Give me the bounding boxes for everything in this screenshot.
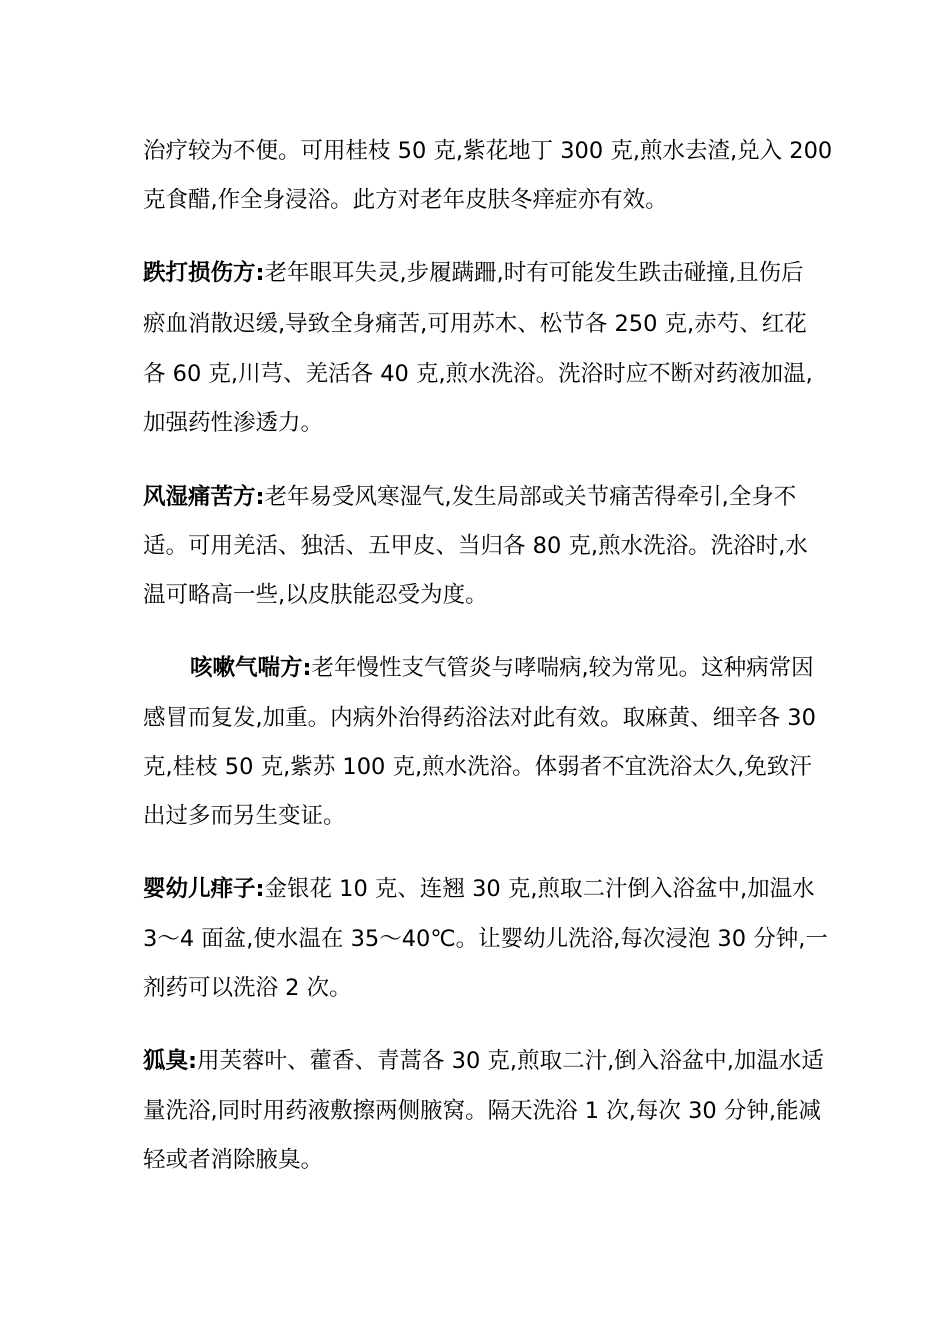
line-text: 加强药性渗透力。 bbox=[143, 410, 324, 436]
line-text: 3～4 面盆,使水温在 35～40℃。让婴幼儿洗浴,每次浸泡 30 分钟,一 bbox=[143, 926, 828, 952]
line-text: 克食醋,作全身浸浴。此方对老年皮肤冬痒症亦有效。 bbox=[143, 187, 668, 213]
paragraph-line bbox=[143, 1046, 824, 1076]
line-text: 出过多而另生变证。 bbox=[143, 803, 346, 829]
paragraph-line bbox=[143, 924, 828, 954]
line-text: 剂药可以洗浴 2 次。 bbox=[143, 975, 352, 1001]
paragraph-line bbox=[143, 408, 323, 438]
paragraph-line bbox=[143, 359, 813, 389]
line-text: 各 60 克,川芎、羌活各 40 克,煎水洗浴。洗浴时应不断对药液加温, bbox=[143, 361, 813, 387]
paragraph-line bbox=[143, 1096, 821, 1126]
paragraph-line bbox=[143, 482, 796, 512]
remedy-heading: 跌打损伤方: bbox=[143, 260, 265, 286]
line-text: 用芙蓉叶、藿香、青蒿各 30 克,煎取二汁,倒入浴盆中,加温水适 bbox=[197, 1048, 824, 1074]
line-text: 适。可用羌活、独活、五甲皮、当归各 80 克,煎水洗浴。洗浴时,水 bbox=[143, 533, 808, 559]
line-text: 金银花 10 克、连翘 30 克,煎取二汁倒入浴盆中,加温水 bbox=[264, 876, 815, 902]
paragraph-line bbox=[143, 973, 352, 1003]
paragraph-line bbox=[190, 653, 814, 683]
remedy-heading: 咳嗽气喘方: bbox=[190, 655, 312, 681]
paragraph-line bbox=[143, 703, 816, 733]
line-text: 轻或者消除腋臭。 bbox=[143, 1147, 324, 1173]
line-text: 感冒而复发,加重。内病外治得药浴法对此有效。取麻黄、细辛各 30 bbox=[143, 705, 816, 731]
line-text: 克,桂枝 50 克,紫苏 100 克,煎水洗浴。体弱者不宜洗浴太久,免致汗 bbox=[143, 754, 812, 780]
line-text: 量洗浴,同时用药液敷擦两侧腋窝。隔天洗浴 1 次,每次 30 分钟,能减 bbox=[143, 1098, 822, 1124]
paragraph-line bbox=[143, 531, 808, 561]
paragraph-line bbox=[143, 258, 803, 288]
line-text: 老年眼耳失灵,步履蹒跚,时有可能发生跌击碰撞,且伤后 bbox=[264, 260, 804, 286]
paragraph-line bbox=[143, 136, 832, 166]
paragraph-line bbox=[143, 801, 346, 831]
line-text: 温可略高一些,以皮肤能忍受为度。 bbox=[143, 582, 488, 608]
remedy-heading: 狐臭: bbox=[143, 1048, 197, 1074]
paragraph-line bbox=[143, 874, 815, 904]
line-text: 瘀血消散迟缓,导致全身痛苦,可用苏木、松节各 250 克,赤芍、红花 bbox=[143, 311, 807, 337]
line-text: 老年易受风寒湿气,发生局部或关节痛苦得牵引,全身不 bbox=[264, 484, 797, 510]
line-text: 治疗较为不便。可用桂枝 50 克,紫花地丁 300 克,煎水去渣,兑入 200 bbox=[143, 138, 833, 164]
remedy-heading: 风湿痛苦方: bbox=[143, 484, 265, 510]
paragraph-line bbox=[143, 752, 812, 782]
line-text: 老年慢性支气管炎与哮喘病,较为常见。这种病常因 bbox=[311, 655, 814, 681]
remedy-heading: 婴幼儿痱子: bbox=[143, 876, 265, 902]
paragraph-line bbox=[143, 309, 807, 339]
paragraph-line bbox=[143, 185, 668, 215]
paragraph-line bbox=[143, 1145, 323, 1175]
paragraph-line bbox=[143, 580, 488, 610]
